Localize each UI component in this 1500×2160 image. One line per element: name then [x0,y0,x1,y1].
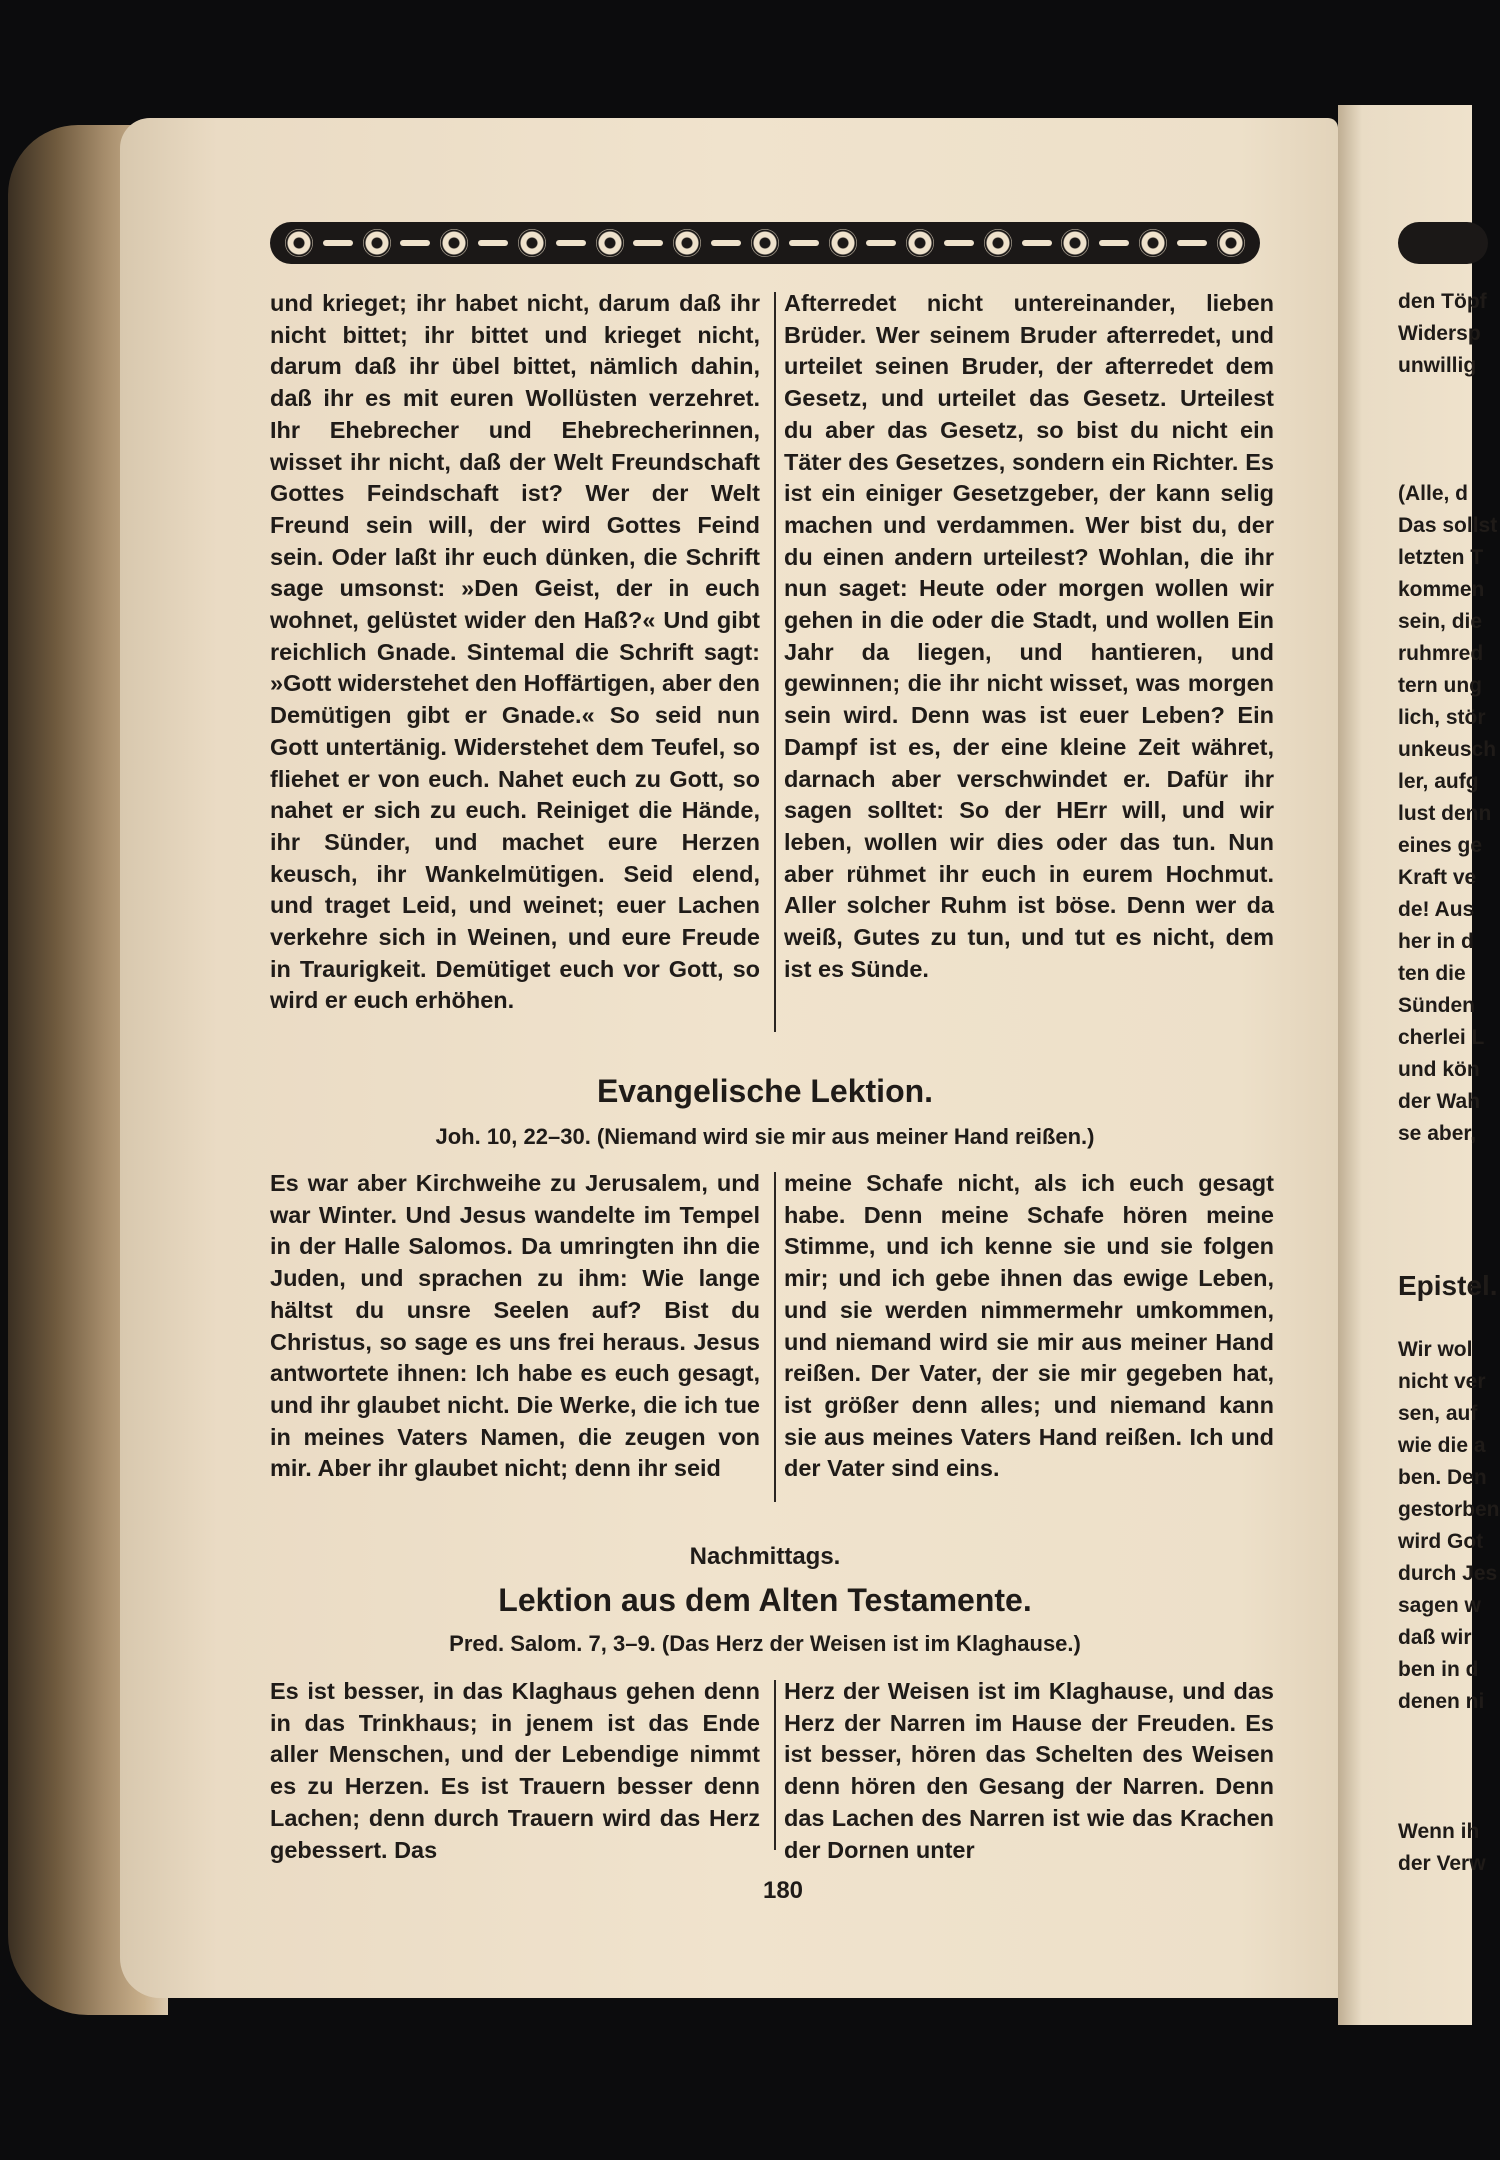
epistle-left-column: und krieget; ihr habet nicht, darum daß ihr nicht bittet; ihr bittet und krieget nicht, darum daß ihr übel bittet, nämlich dahin, daß ihr es mit euren Wollüsten verzehret. Ihr Ehebrecher und Ehebrecherinnen, wisset ihr nicht, daß der Welt Freundschaft Gottes Feindschaft ist? Wer der Welt Freund sein will, der wird Gottes Feind sein. Oder laßt ihr euch dünken, die Schrift sage umsonst: »Den Geist, der in euch wohnet, gelüstet wider den Haß?« Und gibt reichlich Gnade. Sintemal die Schrift sagt: »Gott widerstehet den Hoffärtigen, aber den Demütigen gibt er Gnade.« So seid nun Gott untertänig. Widerstehet dem Teufel, so fliehet er von euch. Nahet euch zu Gott, so nahet er sich zu euch. Reiniget die Hände, ihr Sünder, und machet eure Herzen keusch, ihr Wankelmütigen. Seid elend, und traget Leid, und weinet; euer Lachen verkehre sich in Weinen, und eure Freude in Traurigkeit. Demütiget euch vor Gott, so wird er euch erhöhen. [270,290,760,1014]
decorative-border-next-page [1398,222,1488,264]
flower-ornament-icon [906,229,934,257]
next-page-fragment: sen, auf [1398,1402,1478,1425]
next-page-fragment: Widersp [1398,322,1481,345]
flower-ornament-icon [1139,229,1167,257]
next-page-fragment: sein, die [1398,610,1483,633]
page-number: 180 [762,1877,804,1904]
dash-ornament [866,240,896,246]
flower-ornament-icon [518,229,546,257]
next-page-fragment: Epistel. [1398,1270,1498,1301]
flower-ornament-icon [829,229,857,257]
flower-ornament-icon [596,229,624,257]
dash-ornament [1022,240,1052,246]
next-page-fragment: ten die [1398,962,1466,985]
next-page-fragment: Sünden [1398,994,1475,1017]
next-page-fragment: ruhmred [1398,642,1484,665]
next-page-fragment: unkeusch [1398,738,1497,761]
next-page-fragment: der Verw [1398,1852,1486,1875]
column-divider [774,1680,776,1850]
flower-ornament-icon [1061,229,1089,257]
next-page-fragment: nicht ver [1398,1370,1486,1393]
next-page-fragment: se aber, [1398,1122,1477,1145]
next-page-fragment: lust denn [1398,802,1492,825]
flower-ornament-icon [285,229,313,257]
dash-ornament [633,240,663,246]
next-page-fragment: ben in d [1398,1658,1479,1681]
gospel-reference: Joh. 10, 22–30. (Niemand wird sie mir aus meiner Hand reißen.) [435,1124,1095,1149]
next-page-fragment: sagen w [1398,1594,1481,1617]
next-page-fragment: her in d [1398,930,1474,953]
flower-ornament-icon [984,229,1012,257]
flower-ornament-icon [751,229,779,257]
next-page-fragment: den Töpf [1398,290,1487,313]
decorative-border [270,222,1260,264]
next-page-fragment: (Alle, d [1398,482,1469,505]
next-page-fragment: der Wah [1398,1090,1481,1113]
old-testament-title: Lektion aus dem Alten Testamente. [498,1582,1032,1618]
next-page-fragment: eines ge [1398,834,1483,857]
afternoon-label: Nachmittags. [689,1543,841,1570]
next-page-fragment: Das sollst [1398,514,1498,537]
gospel-left-column: Es war aber Kirchweihe zu Jerusalem, und war Winter. Und Jesus wandelte im Tempel in der Halle Salomos. Da umringten ihn die Juden, und sprachen zu ihm: Wie lange hältst du unsre Seelen auf? Bist du Christus, so sage es uns frei heraus. Jesus antwortete ihnen: Ich habe es euch gesagt, und ihr glaubet nicht. Die Werke, die ich tue in meines Vaters Namen, die zeugen von mir. Aber ihr glaubet nicht; denn ihr seid [270,1170,760,1482]
next-page-fragment: und kön [1398,1058,1480,1081]
dash-ornament [789,240,819,246]
gospel-right-column: meine Schafe nicht, als ich euch gesagt habe. Denn meine Schafe hören meine Stimme, und ich kenne sie und sie folgen mir; und ich gebe ihnen das ewige Leben, und sie werden nimmermehr umkommen, und niemand wird sie mir aus meiner Hand reißen. Der Vater, der sie mir gegeben hat, ist größer denn alles; und niemand kann sie aus meines Vaters Hand reißen. Ich und der Vater sind eins. [784,1170,1274,1482]
dash-ornament [711,240,741,246]
old-testament-left-column: Es ist besser, in das Klaghaus gehen denn in das Trinkhaus; in jenem ist das Ende aller Menschen, und der Lebendige nimmt es zu Herzen. Es ist Trauern besser denn Lachen; denn durch Trauern wird das Herz gebessert. Das [270,1678,760,1863]
flower-ornament-icon [363,229,391,257]
next-page-fragment: daß wir [1398,1626,1472,1649]
dash-ornament [1099,240,1129,246]
next-page-fragment: wie die a [1398,1434,1486,1457]
next-page-fragment: durch Jes [1398,1562,1498,1585]
next-page-fragment: ler, aufg [1398,770,1479,793]
old-testament-right-column: Herz der Weisen ist im Klaghause, und das Herz der Narren im Hause der Freuden. Es ist besser, hören das Schelten des Weisen denn hören den Gesang der Narren. Denn das Lachen des Narren ist wie das Krachen der Dornen unter [784,1678,1274,1863]
dash-ornament [323,240,353,246]
next-page-fragment: denen ni [1398,1690,1485,1713]
next-page-fragment: Wir wol [1398,1338,1473,1361]
next-page-fragment: lich, stör [1398,706,1486,729]
next-page-fragment: wird Got [1398,1530,1484,1553]
flower-ornament-icon [440,229,468,257]
gospel-title: Evangelische Lektion. [596,1073,934,1109]
column-divider [774,1172,776,1502]
epistle-right-column: Afterredet nicht untereinander, lieben Brüder. Wer seinem Bruder afterredet, und urteilet seinen Bruder, der afterredet dem Gesetz, und urteilet das Gesetz. Urteilest du aber das Gesetz, so bist du nicht ein Täter des Gesetzes, sondern ein Richter. Es ist ein einiger Gesetzgeber, der kann selig machen und verdammen. Wer bist du, der du einen andern urteilest? Wohlan, die ihr nun saget: Heute oder morgen wollen wir gehen in die oder die Stadt, und wollen Ein Jahr da liegen, und hantieren, und gewinnen; die ihr nicht wisset, was morgen sein wird. Denn was ist euer Leben? Ein Dampf ist es, der eine kleine Zeit währet, darnach aber verschwindet er. Dafür ihr sagen solltet: So der HErr will, und wir leben, wollen wir dies oder das tun. Nun aber rühmet ihr euch in eurem Hochmut. Aller solcher Ruhm ist böse. Denn wer da weiß, Gutes zu tun, und tut es nicht, dem ist es Sünde. [784,290,1274,982]
dash-ornament [478,240,508,246]
old-testament-reference: Pred. Salom. 7, 3–9. (Das Herz der Weisen ist im Klaghause.) [449,1631,1081,1656]
next-page-fragment: tern ung [1398,674,1482,697]
next-page-fragment: ben. Den [1398,1466,1487,1489]
dash-ornament [944,240,974,246]
next-page-fragment: cherlei L [1398,1026,1485,1049]
dash-ornament [400,240,430,246]
column-divider [774,292,776,1032]
next-page-fragment: Wenn ih [1398,1820,1480,1843]
dash-ornament [1177,240,1207,246]
next-page-fragment: kommen [1398,578,1485,601]
dash-ornament [556,240,586,246]
flower-ornament-icon [1217,229,1245,257]
next-page-fragment: unwillig [1398,354,1477,377]
next-page-fragment: Kraft ve [1398,866,1477,889]
next-page-fragment: gestorben [1398,1498,1500,1521]
flower-ornament-icon [673,229,701,257]
next-page-fragment: letzten T [1398,546,1484,569]
next-page-fragment: de! Aus [1398,898,1475,921]
